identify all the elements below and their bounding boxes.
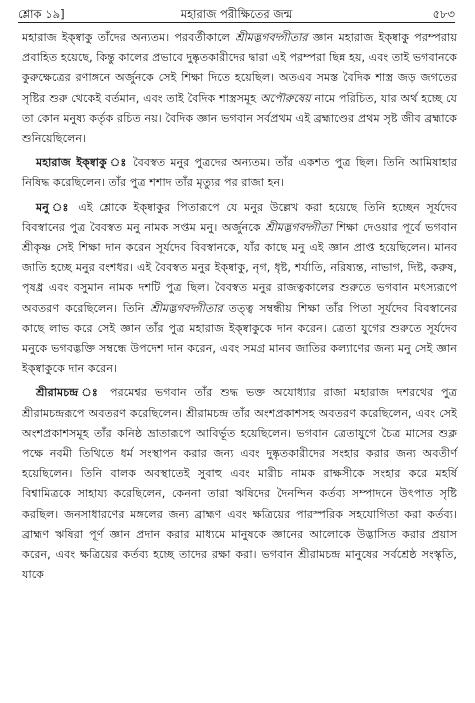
- header-rule: [18, 22, 455, 23]
- term-heading: মহারাজ ইক্ষ্বাকু ঃ: [36, 156, 128, 170]
- paragraph: [22, 153, 457, 193]
- term-heading: মনু ঃ: [36, 200, 72, 214]
- italic-title: শ্রীমদ্ভগবদ্গীতার: [150, 301, 223, 315]
- text-run: এই শ্লোকে ইক্ষ্বাকুর পিতারূপে যে মনুর উল্লেখ করা হয়েছে তিনি হচ্ছেন সূর্যদেব বিবস্বানের পুত্র বৈবস্বত মনু নামক সপ্তম মনু। অর্জুনকে: [22, 200, 457, 234]
- italic-title: শ্রীমদ্ভগবদ্গীতার: [235, 31, 308, 44]
- paragraph: [22, 383, 457, 585]
- text-run: মহারাজ ইক্ষ্বাকু তাঁদের অন্যতম। পরবর্তীকালে: [22, 31, 236, 44]
- text-run: জ্ঞান মহারাজ ইক্ষ্বাকু পরম্পরায় প্রবাহিত হয়েছে, কিন্তু কালের প্রভাবে দুষ্কৃতকারীদের দ্বারা এই পরম্পরা ছিন্ন হয়, এবং তাই ভগবানকে কুরুক্ষেত্রের রণাঙ্গনে অর্জুনকে সেই শিক্ষা দিতে হয়েছিল। অতএব সমস্ত বৈদিক শাস্ত্র জড় জগতের সৃষ্টির শুরু থেকেই বর্তমান, এবং তাই বৈদিক শাস্ত্রসমূহ: [22, 31, 458, 105]
- text-run: পরমেশ্বর ভগবান তাঁর শুদ্ধ ভক্ত অযোধ্যার রাজা মহারাজ দশরথের পুত্র শ্রীরামচন্দ্ররূপে অবতরণ করেছিলেন। শ্রীরামচন্দ্র তাঁর অংশপ্রকাশসহ অবতরণ করেছিলেন, এবং সেই অংশপ্রকাশসমূহ তাঁর কনিষ্ঠ ভ্রাতারূপে আবির্ভূত হয়েছিলেন। ভগবান ত্রেতাযুগে চৈত্র মাসের শুক্ল পক্ষে নবমী তিথিতে ধর্ম সংস্থাপন করার জন্য এবং দুষ্কৃতকারীদের সংহার করার জন্য অবতীর্ণ হয়েছিলেন। তিনি বালক অবস্থাতেই সুবাহু এবং মারীচ নামক রাক্ষসীকে সংহার করে মহর্ষি বিশ্বামিত্রকে সাহায্য করেছিলেন, কেননা তারা ঋষিদের দৈনন্দিন কর্তব্য সম্পাদনে উৎপাত সৃষ্টি করছিল। জনসাধারণের মঙ্গলের জন্য ব্রাহ্মণ এবং ক্ষত্রিয়ের পারস্পরিক সহযোগিতা করা কর্তব্য। ব্রাহ্মণ ঋষিরা পূর্ণ জ্ঞান প্রদান করার মাধ্যমে মানুষকে জ্ঞানের আলোকে উদ্ভাসিত করার প্রয়াস করেন, এবং ক্ষত্রিয়ের কর্তব্য হচ্ছে তাদের রক্ষা করা। ভগবান শ্রীরামচন্দ্র মানুষের সর্বশ্রেষ্ঠ সংস্কৃতি, যাকে: [22, 386, 457, 582]
- page-number: ৫৮৩: [432, 7, 455, 21]
- term-heading: শ্রীরামচন্দ্র ঃ: [36, 386, 103, 400]
- italic-title: অপৌরুষেয়: [259, 91, 311, 105]
- paragraph: [22, 28, 457, 149]
- text-run: বৈবস্বত মনুর পুত্রদের অন্যতম। তাঁর একশত পুত্র ছিল। তিনি আমিষাহার নিষিদ্ধ করেছিলেন। তাঁর পুত্র শশাদ তাঁর মৃত্যুর পর রাজা হন।: [22, 156, 457, 190]
- text-run: শিক্ষা দেওয়ার পূর্বে ভগবান শ্রীকৃষ্ণ সেই শিক্ষা দান করেন সূর্যদেব বিবস্বানকে, যাঁর কাছে মনু এই জ্ঞান প্রাপ্ত হয়েছিলেন। মানব জাতি হচ্ছে মনুর বংশধর। এই বৈবস্বত মনুর ইক্ষ্বাকু, নৃগ, ধৃষ্ট, শর্যাতি, নরিষ্যন্ত, নাভাগ, দিষ্ট, করুষ, পৃষধ্র এবং বসুমান নামক দশটি পুত্র ছিল। বৈবস্বত মনুর রাজত্বকালের শুরুতে ভগবান মৎস্যরূপে অবতরণ করেছিলেন। তিনি: [22, 220, 457, 315]
- verse-reference: শ্লোক ১৯]: [18, 7, 65, 21]
- purport-text: [22, 28, 457, 589]
- italic-title: শ্রীমদ্ভগবদ্গীতা: [265, 220, 332, 234]
- chapter-title: মহারাজ পরীক্ষিতের জন্ম: [180, 7, 293, 21]
- paragraph: [22, 198, 457, 380]
- text-run: তত্ত্ব সম্বন্ধীয় শিক্ষা তাঁর পিতা সূর্যদেব বিবস্বানের কাছে লাভ করে সেই জ্ঞান তাঁর পুত্র মহারাজ ইক্ষ্বাকুকে দান করেন। ত্রেতা যুগের শুরুতে সূর্যদেব মনুকে ভগবদ্ভক্তি সম্বন্ধে উপদেশ দান করেন, এবং সমগ্র মানব জাতির কল্যাণের জন্য মনু সেই জ্ঞান ইক্ষ্বাকুকে দান করেন।: [22, 301, 457, 376]
- text-run: নামে পরিচিত, যার অর্থ হচ্ছে যে তা কোন মনুষ্য কর্তৃক রচিত নয়। বৈদিক জ্ঞান ভগবান সর্বপ্রথম এই ব্রহ্মাণ্ডের প্রথম সৃষ্ট জীব ব্রহ্মাকে শুনিয়েছিলেন।: [22, 91, 457, 146]
